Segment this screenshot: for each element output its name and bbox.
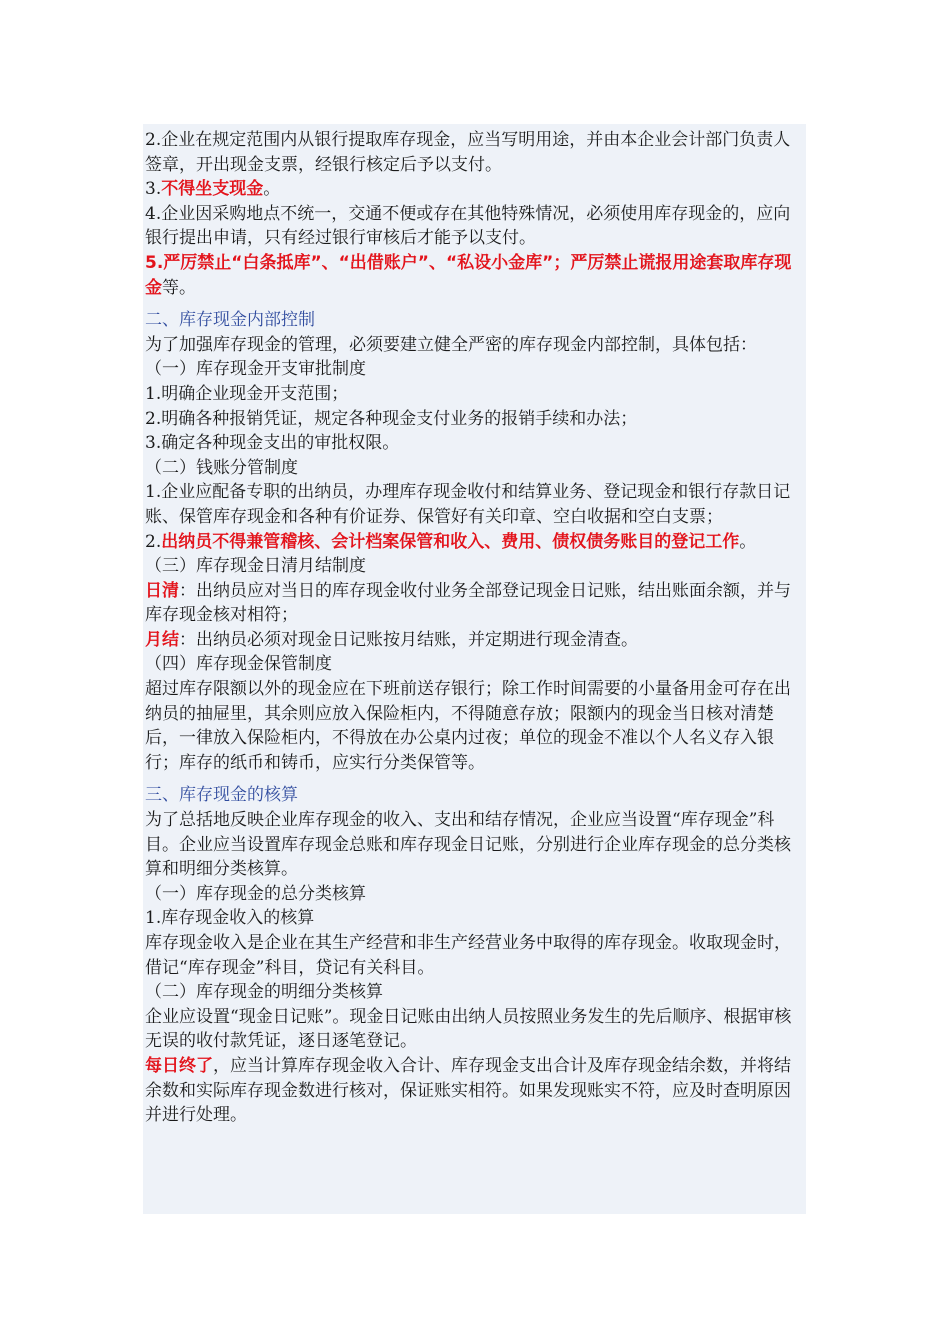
- paragraph: 库存现金收入是企业在其生产经营和非生产经营业务中取得的库存现金。收取现金时，借记“库存现金”科目，贷记有关科目。: [145, 933, 791, 978]
- paragraph: 为了总括地反映企业库存现金的收入、支出和结存情况，企业应当设置“库存现金”科目。企业应当设置库存现金总账和库存现金日记账，分别进行企业库存现金的总分类核算和明细分类核算。: [145, 810, 791, 880]
- item-number: 2.: [145, 531, 162, 552]
- section-heading: 二、库存现金内部控制: [145, 310, 315, 331]
- item-number: 3.: [145, 179, 162, 200]
- paragraph: 为了加强库存现金的管理，必须要建立健全严密的库存现金内部控制，具体包括：: [145, 334, 757, 355]
- paragraph-text: ：出纳员必须对现金日记账按月结账，并定期进行现金清查。: [179, 629, 638, 650]
- emphasis-text: 每日终了: [145, 1055, 213, 1076]
- emphasis-text: 月结: [145, 629, 179, 650]
- document-panel: [143, 124, 806, 1214]
- subsection-heading: （一）库存现金开支审批制度: [145, 359, 366, 380]
- emphasis-text: 5.严厉禁止“白条抵库”、“出借账户”、“私设小金库”；严厉禁止谎报用途套取库存现金: [145, 252, 792, 298]
- paragraph: 1.明确企业现金开支范围；: [145, 383, 349, 404]
- subsection-heading: （二）库存现金的明细分类核算: [145, 982, 383, 1003]
- subsection-heading: （三）库存现金日清月结制度: [145, 556, 366, 577]
- paragraph: 2.企业在规定范围内从银行提取库存现金，应当写明用途，并由本企业会计部门负责人签章，开出现金支票，经银行核定后予以支付。: [145, 130, 791, 175]
- paragraph: 2.明确各种报销凭证，规定各种现金支付业务的报销手续和办法；: [145, 408, 638, 429]
- paragraph: [145, 530, 804, 555]
- punctuation: 等。: [162, 277, 196, 298]
- subsection-heading: （一）库存现金的总分类核算: [145, 883, 366, 904]
- emphasis-text: 不得坐支现金: [161, 179, 264, 200]
- punctuation: 。: [739, 531, 757, 552]
- punctuation: 。: [263, 179, 281, 200]
- paragraph: [145, 628, 804, 653]
- paragraph: [145, 177, 804, 202]
- subsection-heading: （四）库存现金保管制度: [145, 654, 332, 675]
- emphasis-text: 出纳员不得兼管稽核、会计档案保管和收入、费用、债权债务账目的登记工作: [161, 531, 740, 552]
- paragraph: 1.企业应配备专职的出纳员，办理库存现金收付和结算业务、登记现金和银行存款日记账、保管库存现金和各种有价证券、保管好有关印章、空白收据和空白支票；: [145, 482, 791, 527]
- paragraph: [145, 251, 804, 300]
- section-heading: 三、库存现金的核算: [145, 785, 298, 806]
- emphasis-text: 日清: [145, 580, 179, 601]
- paragraph-text: ：出纳员应对当日的库存现金收付业务全部登记现金日记账，结出账面余额，并与库存现金核对相符；: [145, 580, 791, 626]
- paragraph: 3.确定各种现金支出的审批权限。: [145, 433, 400, 454]
- paragraph: 企业应设置“现金日记账”。现金日记账由出纳人员按照业务发生的先后顺序、根据审核无误的收付款凭证，逐日逐笔登记。: [145, 1006, 792, 1052]
- paragraph-text: ，应当计算库存现金收入合计、库存现金支出合计及库存现金结余数，并将结余数和实际库存现金数进行核对，保证账实相符。如果发现账实不符，应及时查明原因并进行处理。: [145, 1055, 791, 1126]
- subsection-heading: （二）钱账分管制度: [145, 457, 298, 478]
- paragraph: [145, 1054, 804, 1128]
- paragraph: 1.库存现金收入的核算: [145, 908, 315, 929]
- paragraph: 超过库存限额以外的现金应在下班前送存银行；除工作时间需要的小量备用金可存在出纳员的抽屉里，其余则应放入保险柜内，不得随意存放；限额内的现金当日核对清楚后，一律放入保险柜内，不得放在办公桌内过夜；单位的现金不准以个人名义存入银行；库存的纸币和铸币，应实行分类保管等。: [145, 679, 791, 773]
- paragraph: 4.企业因采购地点不统一，交通不便或存在其他特殊情况，必须使用库存现金的，应向银行提出申请，只有经过银行审核后才能予以支付。: [145, 203, 791, 249]
- paragraph: [145, 579, 804, 628]
